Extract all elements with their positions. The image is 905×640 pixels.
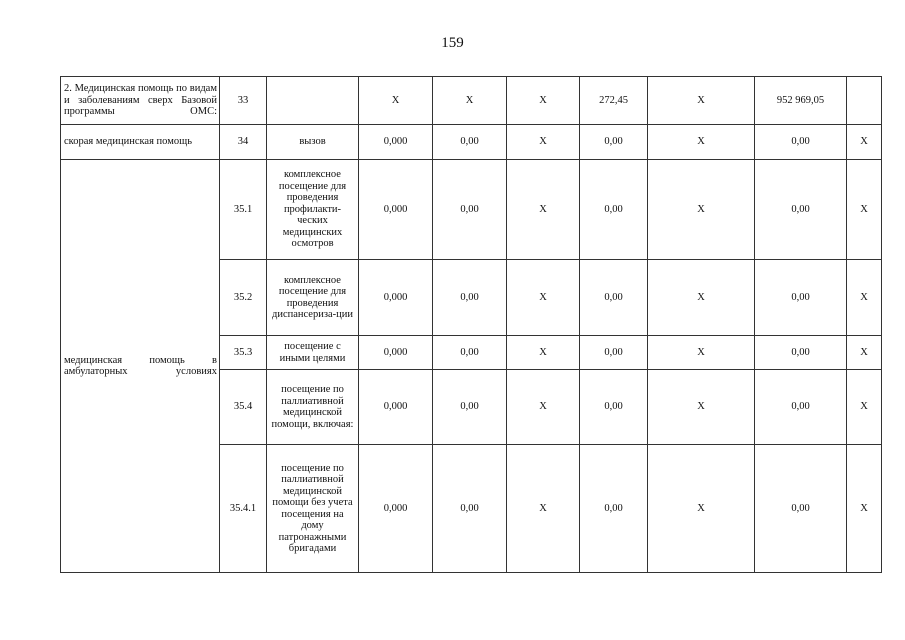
row-name: скорая медицинская помощь — [61, 125, 220, 160]
table-row — [61, 160, 882, 260]
row-code: 35.4.1 — [220, 445, 267, 573]
cell-c7: X — [847, 160, 882, 260]
cell-c2: X — [433, 77, 507, 125]
cell-c7: X — [847, 370, 882, 445]
cell-c3: X — [507, 260, 580, 336]
cell-c4: 0,00 — [580, 445, 648, 573]
row-code: 35.3 — [220, 336, 267, 370]
cell-c4: 0,00 — [580, 336, 648, 370]
page-number: 159 — [441, 35, 464, 51]
cell-c4: 0,00 — [580, 260, 648, 336]
cell-c2: 0,00 — [433, 336, 507, 370]
cell-c3: X — [507, 77, 580, 125]
cell-c1: X — [359, 77, 433, 125]
cell-c7: X — [847, 445, 882, 573]
cell-c1: 0,000 — [359, 160, 433, 260]
group-name: медицинская помощь в амбулаторных условиях — [61, 160, 220, 573]
row-code: 34 — [220, 125, 267, 160]
cell-c3: X — [507, 125, 580, 160]
cell-c6: 952 969,05 — [755, 77, 847, 125]
cell-c1: 0,000 — [359, 125, 433, 160]
cell-c7: X — [847, 125, 882, 160]
table-row — [61, 77, 882, 125]
cell-c5: X — [648, 160, 755, 260]
cell-c2: 0,00 — [433, 260, 507, 336]
cell-c4: 0,00 — [580, 125, 648, 160]
cell-c1: 0,000 — [359, 370, 433, 445]
cell-c7: X — [847, 260, 882, 336]
cell-c2: 0,00 — [433, 445, 507, 573]
cell-c3: X — [507, 445, 580, 573]
cell-c2: 0,00 — [433, 160, 507, 260]
row-code: 33 — [220, 77, 267, 125]
cell-c6: 0,00 — [755, 125, 847, 160]
row-unit: посещение по паллиативной медицинской помощи без учета посещения на дому патронажными бригадами — [267, 445, 359, 573]
cell-c6: 0,00 — [755, 370, 847, 445]
row-unit: посещение с иными целями — [267, 336, 359, 370]
table-row — [61, 125, 882, 160]
cell-c5: X — [648, 336, 755, 370]
cell-c5: X — [648, 125, 755, 160]
cell-c6: 0,00 — [755, 260, 847, 336]
cell-c4: 0,00 — [580, 370, 648, 445]
row-unit: комплексное посещение для проведения профилакти-ческих медицинских осмотров — [267, 160, 359, 260]
cell-c2: 0,00 — [433, 370, 507, 445]
cell-c7 — [847, 77, 882, 125]
cell-c5: X — [648, 370, 755, 445]
cell-c1: 0,000 — [359, 445, 433, 573]
cell-c3: X — [507, 160, 580, 260]
row-code: 35.1 — [220, 160, 267, 260]
cell-c6: 0,00 — [755, 160, 847, 260]
cell-c5: X — [648, 77, 755, 125]
cell-c3: X — [507, 370, 580, 445]
cell-c7: X — [847, 336, 882, 370]
cell-c4: 0,00 — [580, 160, 648, 260]
row-unit — [267, 77, 359, 125]
row-unit: посещение по паллиативной медицинской помощи, включая: — [267, 370, 359, 445]
cell-c3: X — [507, 336, 580, 370]
cell-c2: 0,00 — [433, 125, 507, 160]
row-unit: вызов — [267, 125, 359, 160]
cell-c5: X — [648, 260, 755, 336]
row-name: 2. Медицинская помощь по видам и заболеваниям сверх Базовой программы ОМС: — [61, 77, 220, 125]
row-code: 35.4 — [220, 370, 267, 445]
cell-c6: 0,00 — [755, 336, 847, 370]
cell-c1: 0,000 — [359, 260, 433, 336]
cell-c1: 0,000 — [359, 336, 433, 370]
data-table — [60, 76, 882, 573]
cell-c4: 272,45 — [580, 77, 648, 125]
row-code: 35.2 — [220, 260, 267, 336]
cell-c6: 0,00 — [755, 445, 847, 573]
row-unit: комплексное посещение для проведения диспансериза-ции — [267, 260, 359, 336]
cell-c5: X — [648, 445, 755, 573]
